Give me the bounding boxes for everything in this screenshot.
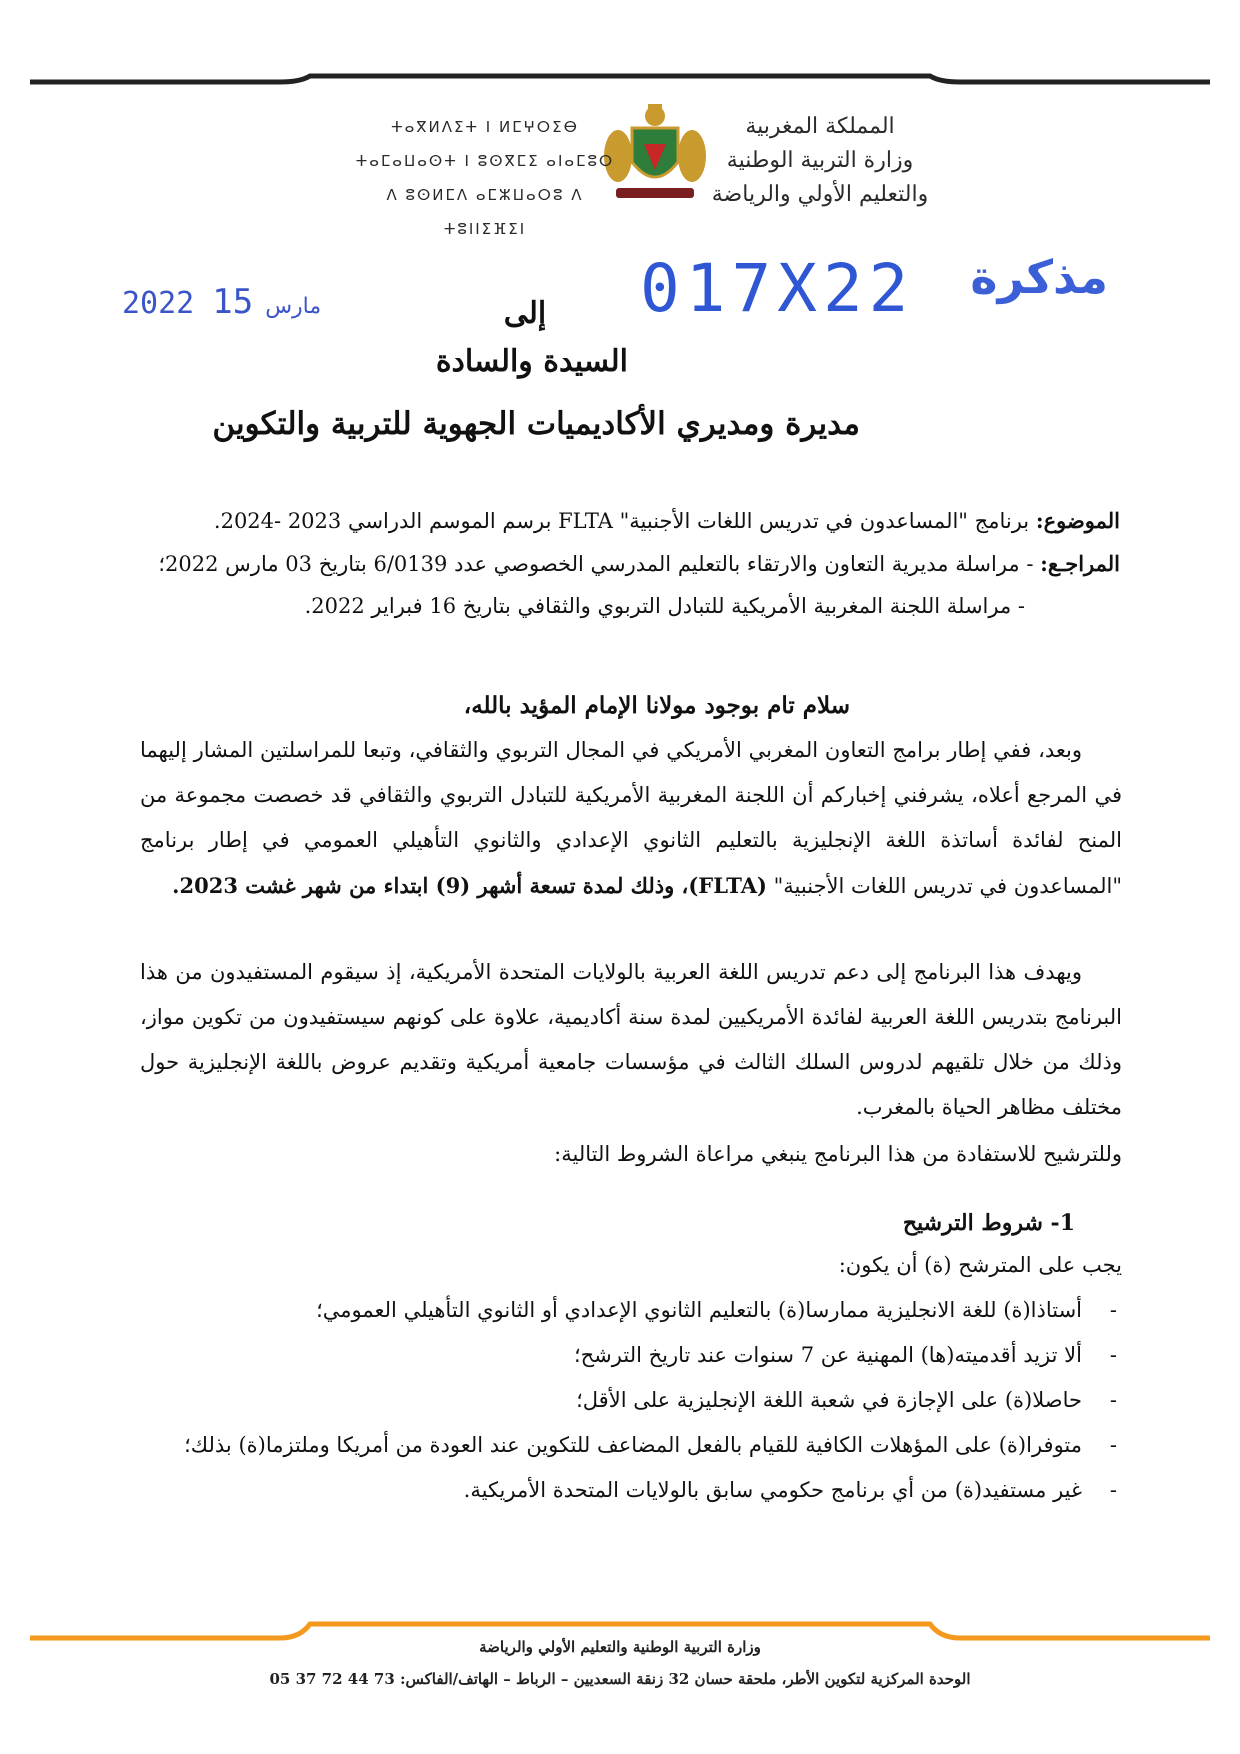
addressee-line1: السيدة والسادة bbox=[435, 344, 628, 379]
paragraph-3: وللترشيح للاستفادة من هذا البرنامج ينبغي مراعاة الشروط التالية: bbox=[554, 1142, 1122, 1166]
paragraph-2-text: ويهدف هذا البرنامج إلى دعم تدريس اللغة العربية بالولايات المتحدة الأمريكية، إذ سيقوم المستفيدون من هذا البرنامج بتدريس اللغة العربية لفائدة الأمريكيين لمدة سنة أكاديمية، علاوة على كونهم سيستفيدون من تكوين مواز، وذلك من خلال تلقيهم لدروس السلك الثالث في مؤسسات جامعية أمريكية وتقديم عروض باللغة الإنجليزية حول مختلف مظاهر الحياة بالمغرب. bbox=[140, 960, 1122, 1119]
ministry-line: وزارة التربية الوطنية bbox=[726, 148, 914, 173]
condition-text: غير مستفيد(ة) من أي برنامج حكومي سابق بالولايات المتحدة الأمريكية. bbox=[463, 1478, 1082, 1502]
paragraph-1-text: وبعد، ففي إطار برامج التعاون المغربي الأمريكي في المجال التربوي والثقافي، وتبعا للمراسلتين المشار إليهما في المرجع أعلاه، يشرفني إخباركم أن اللجنة المغربية الأمريكية للتبادل التربوي والثقافي قد خصصت مجموعة من المنح لفائدة أساتذة اللغة الإنجليزية بالتعليم الثانوي الإعدادي والثانوي التأهيلي العمومي في إطار برنامج "المساعدون في تدريس اللغات الأجنبية" bbox=[140, 738, 1122, 898]
memo-date-stamp bbox=[122, 282, 333, 322]
condition-text: أستاذا(ة) للغة الانجليزية ممارسا(ة) بالتعليم الثانوي الإعدادي أو الثانوي التأهيلي العمومي؛ bbox=[316, 1298, 1082, 1322]
paragraph-1 bbox=[140, 728, 1122, 909]
ministry-line: المملكة المغربية bbox=[745, 114, 895, 139]
greeting: سلام تام بوجود مولانا الإمام المؤيد بالله، bbox=[463, 692, 850, 719]
footer-ministry: وزارة التربية الوطنية والتعليم الأولي والرياضة bbox=[479, 1638, 761, 1656]
date-year: 2022 bbox=[122, 286, 195, 321]
date-day: 15 bbox=[212, 282, 254, 322]
addressee-to: إلى bbox=[503, 296, 547, 331]
condition-item: - متوفرا(ة) على المؤهلات الكافية للقيام بالفعل المضاعف للتكوين عند العودة من أمريكا وملتزما(ة) بذلك؛ bbox=[184, 1433, 1117, 1457]
addressee-line2: مديرة ومديري الأكاديميات الجهوية للتربية والتكوين bbox=[212, 406, 860, 442]
condition-item: - غير مستفيد(ة) من أي برنامج حكومي سابق بالولايات المتحدة الأمريكية. bbox=[463, 1478, 1117, 1502]
condition-text: حاصلا(ة) على الإجازة في شعبة اللغة الإنجليزية على الأقل؛ bbox=[576, 1388, 1082, 1412]
subject-text: برنامج "المساعدون في تدريس اللغات الأجنبية" FLTA برسم الموسم الدراسي 2023 -2024. bbox=[213, 509, 1030, 533]
references-line bbox=[158, 551, 1120, 576]
ministry-name-tifinagh bbox=[355, 110, 615, 246]
subject-label: الموضوع: bbox=[1035, 508, 1120, 533]
date-month: مارس bbox=[265, 294, 322, 319]
memo-title: مذكرة bbox=[970, 250, 1108, 304]
reference-item: - مراسلة مديرية التعاون والارتقاء بالتعليم المدرسي الخصوصي عدد 6/0139 بتاريخ 03 مارس 2022؛ bbox=[158, 552, 1034, 576]
paragraph-1-bold: (FLTA)، وذلك لمدة تسعة أشهر (9) ابتداء من شهر غشت 2023. bbox=[172, 873, 767, 898]
ministry-name-arabic bbox=[700, 110, 940, 212]
subject-line bbox=[214, 508, 1120, 533]
paragraph-2 bbox=[140, 950, 1122, 1130]
footer-address: الوحدة المركزية لتكوين الأطر، ملحقة حسان 32 زنقة السعديين – الرباط – الهاتف/الفاكس: 73 44 72 37 05 bbox=[269, 1670, 971, 1688]
references-label: المراجـع: bbox=[1040, 551, 1120, 576]
ministry-line: ⵜⴰⵎⴰⵡⴰⵙⵜ ⵏ ⵓⵙⴳⵎⵉ ⴰⵏⴰⵎⵓⵔ bbox=[355, 152, 615, 170]
reference-item-2: - مراسلة اللجنة المغربية الأمريكية للتبادل التربوي والثقافي بتاريخ 16 فبراير 2022. bbox=[304, 594, 1025, 618]
conditions-list bbox=[140, 1288, 1122, 1513]
memo-number-stamp: 017X22 bbox=[640, 250, 915, 327]
ministry-line: ⵜⴰⴳⵍⴷⵉⵜ ⵏ ⵍⵎⵖⵔⵉⴱ bbox=[391, 118, 579, 136]
condition-text: ألا تزيد أقدميته(ها) المهنية عن 7 سنوات عند تاريخ الترشح؛ bbox=[573, 1343, 1082, 1367]
ministry-line: ⴷ ⵓⵙⵍⵎⴷ ⴰⵎⵣⵡⴰⵔⵓ ⴷ ⵜⵓⵏⵏⵉⴼⵉⵏ bbox=[386, 186, 584, 238]
ministry-line: والتعليم الأولي والرياضة bbox=[711, 182, 929, 207]
condition-item: - أستاذا(ة) للغة الانجليزية ممارسا(ة) بالتعليم الثانوي الإعدادي أو الثانوي التأهيلي العمومي؛ bbox=[316, 1298, 1117, 1322]
condition-item: - ألا تزيد أقدميته(ها) المهنية عن 7 سنوات عند تاريخ الترشح؛ bbox=[573, 1343, 1117, 1367]
condition-text: متوفرا(ة) على المؤهلات الكافية للقيام بالفعل المضاعف للتكوين عند العودة من أمريكا وملتزما(ة) بذلك؛ bbox=[184, 1433, 1082, 1457]
condition-item: - حاصلا(ة) على الإجازة في شعبة اللغة الإنجليزية على الأقل؛ bbox=[576, 1388, 1117, 1412]
conditions-intro: يجب على المترشح (ة) أن يكون: bbox=[838, 1253, 1122, 1277]
section-heading-conditions: 1- شروط الترشيح bbox=[902, 1210, 1075, 1236]
